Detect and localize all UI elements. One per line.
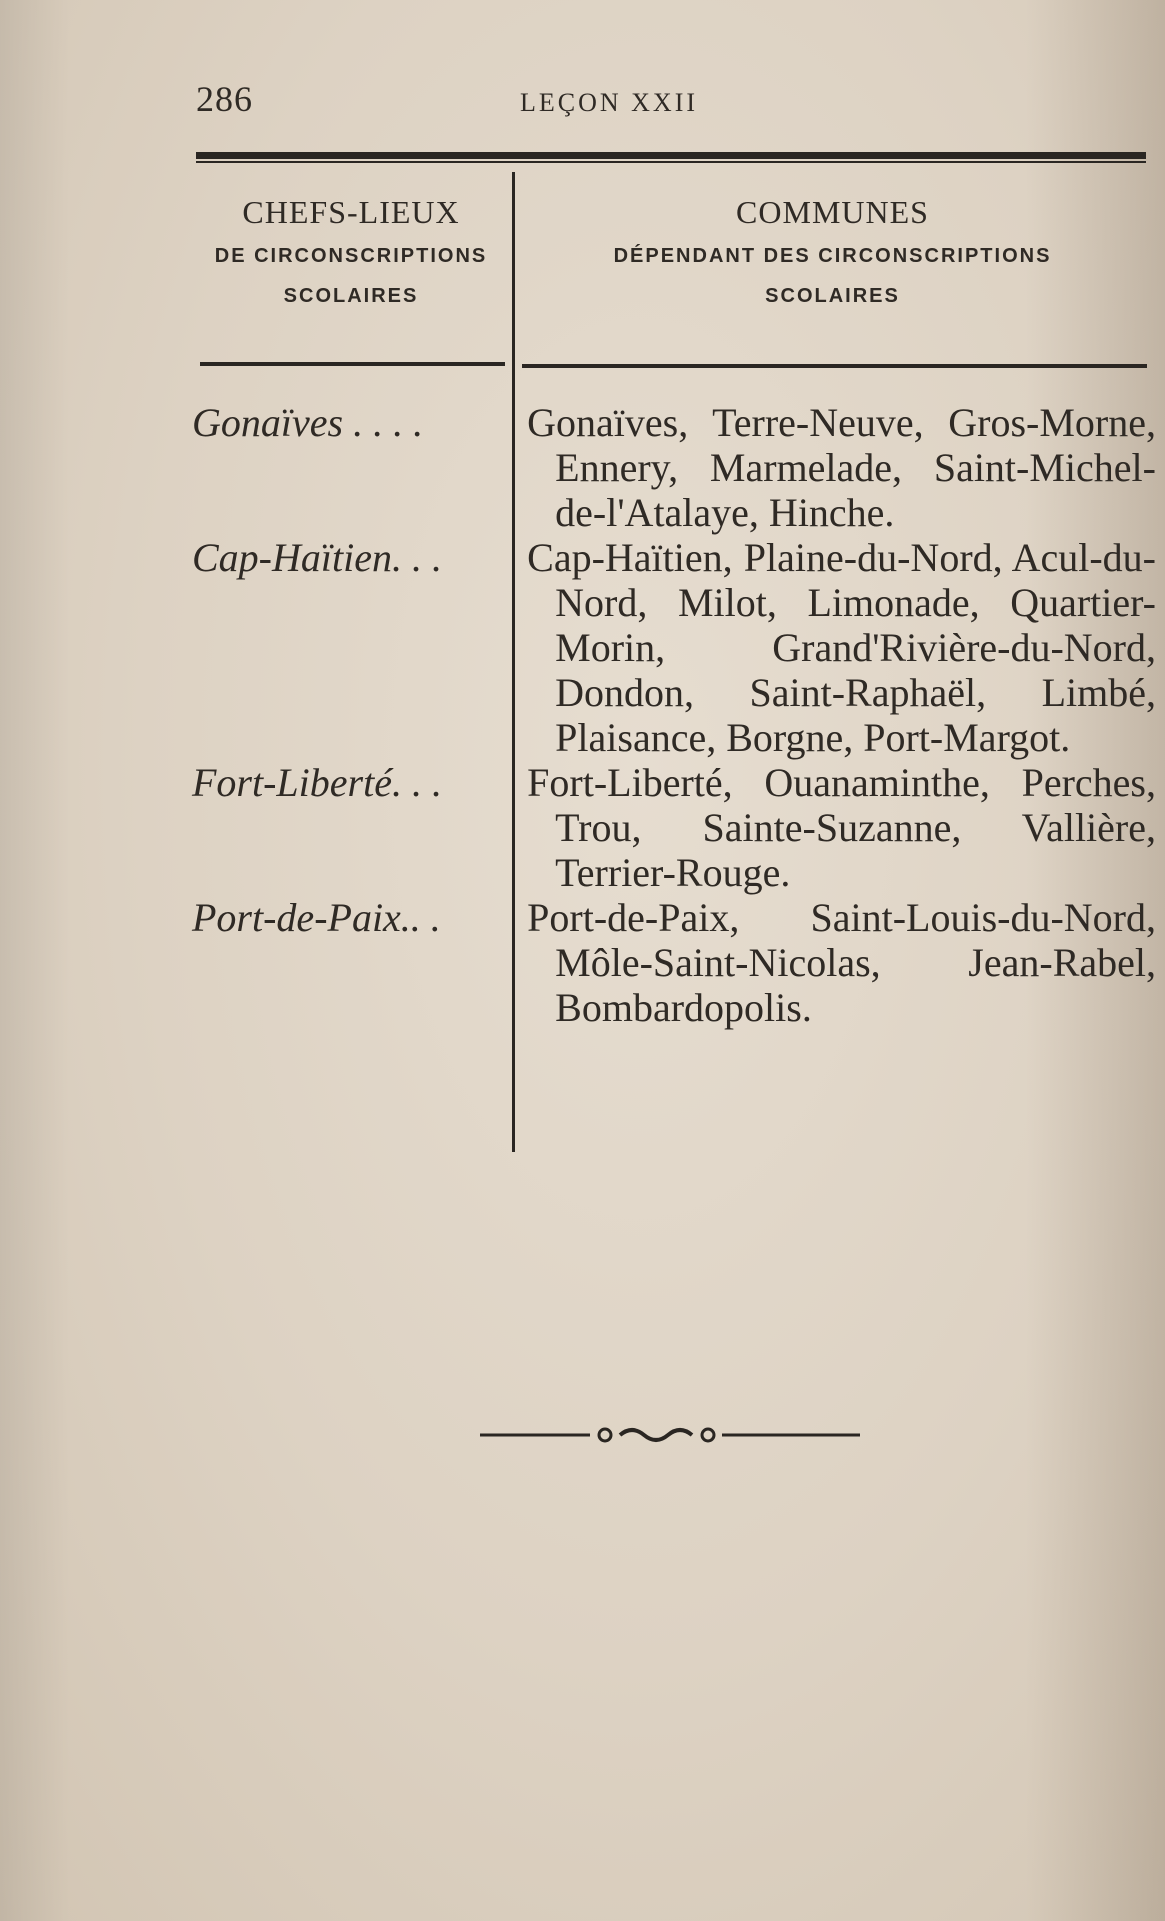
district-name: Gonaïves . . . .: [192, 400, 424, 445]
left-heading-line2: DE CIRCONSCRIPTIONS: [214, 245, 488, 267]
page-number: 286: [196, 79, 253, 119]
running-head: LEÇON XXII: [520, 88, 699, 117]
district-name: Fort-Liberté. . .: [192, 760, 442, 805]
table-row: [186, 400, 1156, 535]
left-column-heading: [196, 196, 506, 306]
table-row: [186, 895, 1156, 1030]
right-heading-line3: SCOLAIRES: [765, 285, 900, 307]
right-heading-line2: DÉPENDANT DES CIRCONSCRIPTIONS: [613, 245, 1052, 267]
communes-list: Port-de-Paix, Saint-Louis-du-Nord, Môle-Saint-Nicolas, Jean-Rabel, Bombardopolis.: [527, 895, 1156, 1030]
end-ornament-icon: [480, 1420, 860, 1450]
right-column-heading: [520, 196, 1145, 306]
top-double-rule: [196, 152, 1146, 163]
right-heading-rule: [522, 364, 1147, 368]
left-heading-line1: CHEFS-LIEUX: [242, 194, 460, 230]
communes-list: Cap-Haïtien, Plaine-du-Nord, Acul-du-Nord, Milot, Limonade, Quartier-Morin, Grand'Rivière-du-Nord, Dondon, Saint-Raphaël, Limbé, Plaisance, Borgne, Port-Margot.: [527, 535, 1156, 760]
table-row: [186, 535, 1156, 760]
left-heading-line3: SCOLAIRES: [283, 285, 419, 307]
communes-list: Gonaïves, Terre-Neuve, Gros-Morne, Ennery, Marmelade, Saint-Michel-de-l'Atalaye, Hinche.: [527, 400, 1156, 535]
district-name: Port-de-Paix.. .: [192, 895, 441, 940]
communes-list: Fort-Liberté, Ouanaminthe, Perches, Trou, Sainte-Suzanne, Vallière, Terrier-Rouge.: [527, 760, 1156, 895]
table-row: [186, 760, 1156, 895]
right-heading-line1: COMMUNES: [736, 194, 929, 230]
left-heading-rule: [200, 362, 505, 366]
district-name: Cap-Haïtien. . .: [192, 535, 442, 580]
table-body: [186, 400, 1156, 1030]
